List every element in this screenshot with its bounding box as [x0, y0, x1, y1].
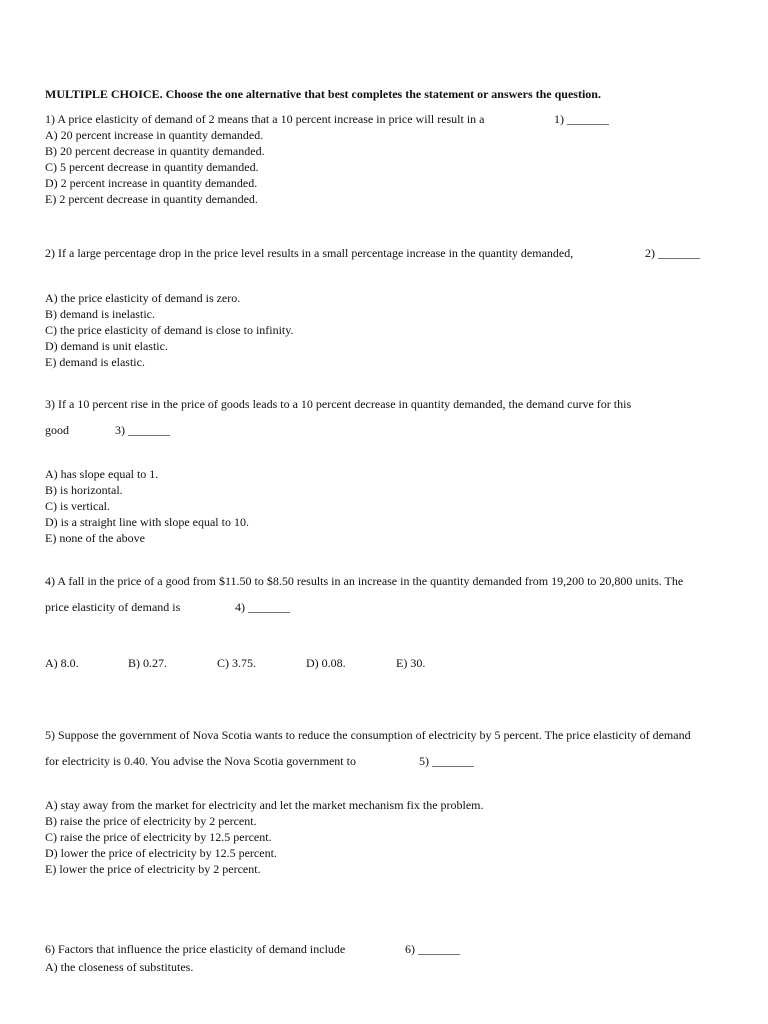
question-5-option-b: B) raise the price of electricity by 2 percent.: [45, 814, 257, 828]
question-4-stem-continued: price elasticity of demand is: [45, 600, 181, 614]
question-4-option-e: E) 30.: [396, 656, 426, 670]
question-1-option-a: A) 20 percent increase in quantity demanded.: [45, 128, 264, 142]
question-1-options: [45, 127, 265, 207]
question-4-answer-blank: 4) _______: [235, 600, 290, 614]
question-6-stem: 6) Factors that influence the price elasticity of demand include: [45, 942, 346, 956]
question-4-option-d: D) 0.08.: [306, 656, 346, 670]
question-1-option-b: B) 20 percent decrease in quantity demanded.: [45, 144, 265, 158]
question-2-option-b: B) demand is inelastic.: [45, 307, 155, 321]
question-5-stem: 5) Suppose the government of Nova Scotia wants to reduce the consumption of electricity by 5 percent. The price elasticity of demand: [45, 728, 691, 742]
question-3-option-e: E) none of the above: [45, 531, 145, 545]
question-2-option-c: C) the price elasticity of demand is close to infinity.: [45, 323, 294, 337]
question-3-options: [45, 466, 249, 546]
question-5-option-e: E) lower the price of electricity by 2 percent.: [45, 862, 261, 876]
question-2-option-e: E) demand is elastic.: [45, 355, 145, 369]
question-5-answer-blank: 5) _______: [419, 754, 474, 768]
question-3-option-d: D) is a straight line with slope equal to 10.: [45, 515, 249, 529]
question-1-answer-blank: 1) _______: [554, 112, 609, 126]
question-6-option-a: A) the closeness of substitutes.: [45, 960, 194, 974]
question-5-option-c: C) raise the price of electricity by 12.5 percent.: [45, 830, 272, 844]
question-2-option-d: D) demand is unit elastic.: [45, 339, 168, 353]
question-2-option-a: A) the price elasticity of demand is zero.: [45, 291, 241, 305]
question-1-option-d: D) 2 percent increase in quantity demanded.: [45, 176, 258, 190]
question-5-option-d: D) lower the price of electricity by 12.5 percent.: [45, 846, 277, 860]
question-3-answer-blank: 3) _______: [115, 423, 170, 437]
question-4-option-c: C) 3.75.: [217, 656, 256, 670]
question-3-option-b: B) is horizontal.: [45, 483, 123, 497]
question-3-option-a: A) has slope equal to 1.: [45, 467, 159, 481]
question-4-option-a: A) 8.0.: [45, 656, 79, 670]
question-3-option-c: C) is vertical.: [45, 499, 110, 513]
question-2-answer-blank: 2) _______: [645, 246, 700, 260]
question-1-option-e: E) 2 percent decrease in quantity demanded.: [45, 192, 258, 206]
question-5-option-a: A) stay away from the market for electricity and let the market mechanism fix the problem.: [45, 798, 484, 812]
question-5-options: [45, 797, 484, 877]
question-5-stem-continued: for electricity is 0.40. You advise the Nova Scotia government to: [45, 754, 356, 768]
question-1-option-c: C) 5 percent decrease in quantity demanded.: [45, 160, 259, 174]
question-3-stem: 3) If a 10 percent rise in the price of goods leads to a 10 percent decrease in quantity demanded, the demand curve for this: [45, 397, 632, 411]
question-4-stem: 4) A fall in the price of a good from $11.50 to $8.50 results in an increase in the quantity demanded from 19,200 to 20,800 units. The: [45, 574, 684, 588]
question-3-stem-continued: good: [45, 423, 69, 437]
question-1-stem: 1) A price elasticity of demand of 2 means that a 10 percent increase in price will result in a: [45, 112, 485, 126]
question-6-answer-blank: 6) _______: [405, 942, 460, 956]
question-2-stem: 2) If a large percentage drop in the price level results in a small percentage increase in the quantity demanded,: [45, 246, 574, 260]
section-header: MULTIPLE CHOICE. Choose the one alternative that best completes the statement or answers the question.: [45, 87, 601, 101]
question-2-options: [45, 290, 294, 370]
question-4-option-b: B) 0.27.: [128, 656, 167, 670]
